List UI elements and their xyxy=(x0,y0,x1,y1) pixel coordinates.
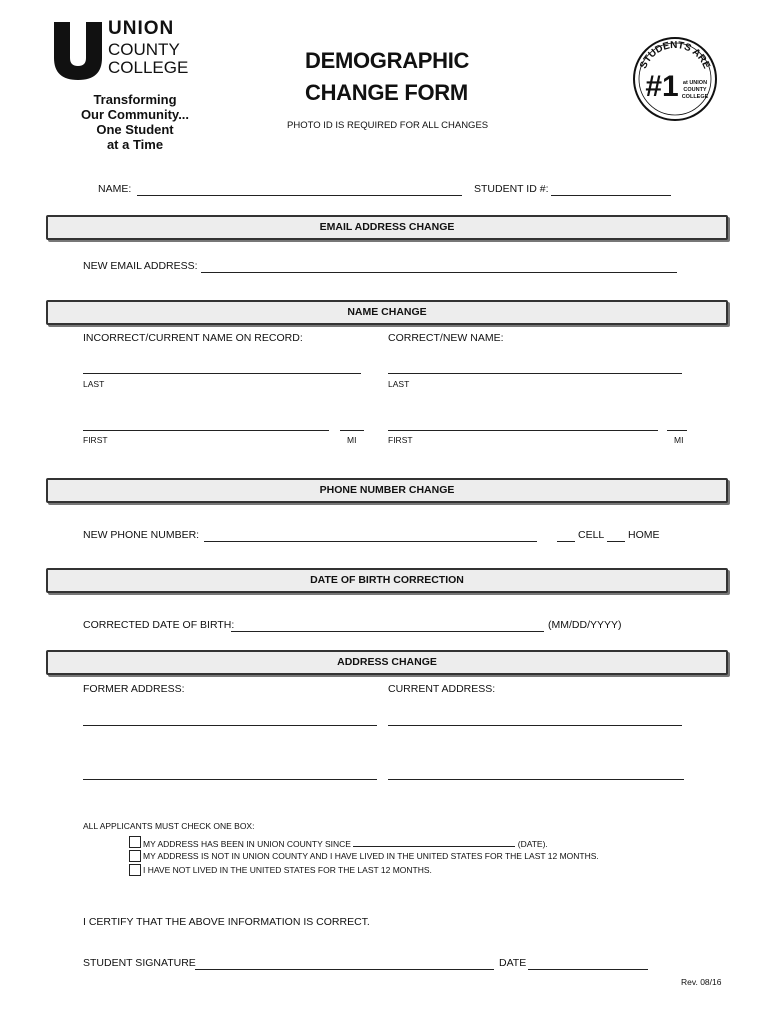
student-signature-field[interactable] xyxy=(195,969,494,970)
logo-name-line3: COLLEGE xyxy=(108,58,189,77)
new-email-field[interactable] xyxy=(201,272,677,273)
address-option-3-text: I HAVE NOT LIVED IN THE UNITED STATES FOR THE LAST 12 MONTHS. xyxy=(143,865,432,875)
new-first-caption: FIRST xyxy=(388,435,413,445)
new-last-caption: LAST xyxy=(388,379,410,389)
new-email-label: NEW EMAIL ADDRESS: xyxy=(83,260,198,272)
date-label: DATE xyxy=(499,957,527,969)
student-id-field[interactable] xyxy=(551,195,671,196)
logo-tagline xyxy=(64,92,206,152)
union-county-since-date-field[interactable] xyxy=(353,836,515,847)
address-option-2-text: MY ADDRESS IS NOT IN UNION COUNTY AND I HAVE LIVED IN THE UNITED STATES FOR THE LAST 12 MONTHS. xyxy=(143,851,599,861)
new-first-name-field[interactable] xyxy=(388,430,658,431)
former-address-line2-field[interactable] xyxy=(83,779,377,780)
photo-id-note: PHOTO ID IS REQUIRED FOR ALL CHANGES xyxy=(287,120,489,131)
dob-format-hint: (MM/DD/YYYY) xyxy=(548,619,622,631)
new-name-label: CORRECT/NEW NAME: xyxy=(388,332,504,344)
revision-note: Rev. 08/16 xyxy=(681,977,722,987)
current-mi-caption: MI xyxy=(347,435,357,445)
section-header-phone: PHONE NUMBER CHANGE xyxy=(46,478,728,503)
form-title-line2: CHANGE FORM xyxy=(305,80,468,105)
dob-field[interactable] xyxy=(231,631,544,632)
check-one-instruction: ALL APPLICANTS MUST CHECK ONE BOX: xyxy=(83,821,255,831)
logo-name-line1: UNION xyxy=(108,18,175,39)
cell-label: CELL xyxy=(578,529,605,541)
address-option-2-checkbox[interactable] xyxy=(129,850,141,862)
logo-name-line2: COUNTY xyxy=(108,40,180,59)
certify-statement: I CERTIFY THAT THE ABOVE INFORMATION IS CORRECT. xyxy=(83,916,370,928)
current-first-name-field[interactable] xyxy=(83,430,329,431)
student-id-label: STUDENT ID #: xyxy=(474,183,549,195)
home-label: HOME xyxy=(628,529,660,541)
student-signature-label: STUDENT SIGNATURE xyxy=(83,957,196,969)
badge-sub-line: COUNTY xyxy=(683,87,707,93)
current-name-label: INCORRECT/CURRENT NAME ON RECORD: xyxy=(83,332,303,344)
section-header-email: EMAIL ADDRESS CHANGE xyxy=(46,215,728,240)
badge-top-text: STUDENTS ARE xyxy=(638,39,712,71)
cell-mark-field[interactable] xyxy=(557,541,575,542)
former-address-label: FORMER ADDRESS: xyxy=(83,683,185,695)
current-address-line2-field[interactable] xyxy=(388,779,684,780)
new-mi-caption: MI xyxy=(674,435,684,445)
current-mi-field[interactable] xyxy=(340,430,364,431)
section-header-address: ADDRESS CHANGE xyxy=(46,650,728,675)
new-last-name-field[interactable] xyxy=(388,373,682,374)
tagline-line: at a Time xyxy=(106,137,164,152)
tagline-line: Transforming xyxy=(93,92,177,107)
students-are-number-one-badge-icon xyxy=(632,36,718,122)
tagline-line: Our Community... xyxy=(80,107,190,122)
new-phone-label: NEW PHONE NUMBER: xyxy=(83,529,200,541)
option-1-prefix: MY ADDRESS HAS BEEN IN UNION COUNTY SINCE xyxy=(143,839,351,849)
current-last-name-field[interactable] xyxy=(83,373,361,374)
address-option-1-text xyxy=(143,836,548,849)
current-last-caption: LAST xyxy=(83,379,105,389)
home-mark-field[interactable] xyxy=(607,541,625,542)
current-address-label: CURRENT ADDRESS: xyxy=(388,683,496,695)
section-header-dob: DATE OF BIRTH CORRECTION xyxy=(46,568,728,593)
badge-number: #1 xyxy=(645,70,679,103)
address-option-3-checkbox[interactable] xyxy=(129,864,141,876)
new-mi-field[interactable] xyxy=(667,430,687,431)
current-address-line1-field[interactable] xyxy=(388,725,682,726)
form-title-line1: DEMOGRAPHIC xyxy=(305,48,470,73)
name-field[interactable] xyxy=(137,195,462,196)
new-phone-field[interactable] xyxy=(204,541,537,542)
address-option-1-checkbox[interactable] xyxy=(129,836,141,848)
section-header-name-change: NAME CHANGE xyxy=(46,300,728,325)
option-1-suffix: (DATE). xyxy=(517,839,548,849)
dob-label: CORRECTED DATE OF BIRTH: xyxy=(83,619,235,631)
badge-sub-line: at UNION xyxy=(682,80,708,86)
union-county-college-logo-icon xyxy=(52,22,104,80)
badge-sub-line: COLLEGE xyxy=(681,94,709,100)
current-first-caption: FIRST xyxy=(83,435,108,445)
tagline-line: One Student xyxy=(96,122,174,137)
former-address-line1-field[interactable] xyxy=(83,725,377,726)
signature-date-field[interactable] xyxy=(528,969,648,970)
name-label: NAME: xyxy=(98,183,132,195)
